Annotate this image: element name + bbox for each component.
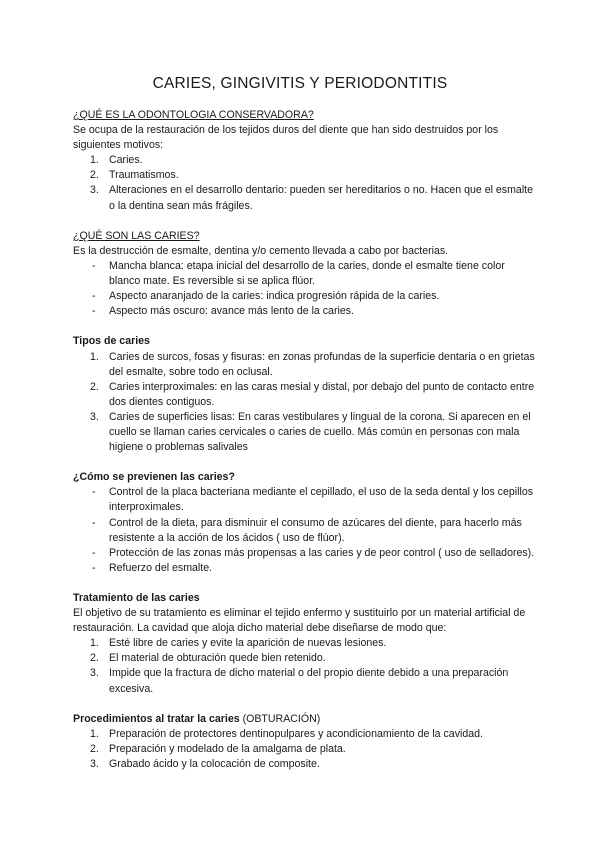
section-heading: Tratamiento de las caries — [73, 592, 200, 604]
list-marker: 1. — [90, 637, 99, 650]
list-item — [73, 410, 535, 455]
list-item-text: Aspecto anaranjado de la caries: indica progresión rápida de la caries. — [109, 290, 440, 303]
section-odontologia-conservadora — [73, 108, 535, 214]
list-item — [73, 727, 535, 742]
list-marker: - — [92, 486, 96, 499]
section-heading — [73, 712, 535, 727]
document-title: CARIES, GINGIVITIS Y PERIODONTITIS — [152, 75, 448, 92]
section-tipos-de-caries — [73, 334, 535, 455]
list-item-text: El material de obturación quede bien retenido. — [109, 652, 326, 665]
list-item — [73, 651, 535, 666]
list-item-text: Control de la placa bacteriana mediante el cepillado, el uso de la seda dental y los cepillos interproximales. — [109, 486, 534, 514]
list-item — [73, 742, 535, 757]
list-marker: - — [92, 290, 96, 303]
document-body — [73, 108, 535, 787]
section-tratamiento-caries — [73, 591, 535, 697]
bullet-list — [73, 259, 535, 319]
list-item-text: Preparación de protectores dentinopulpares y acondicionamiento de la cavidad. — [109, 727, 483, 740]
list-item-text: Caries de surcos, fosas y fisuras: en zonas profundas de la superficie dentaria o en grietas del esmalte, sobre todo en oclusal. — [109, 350, 535, 378]
numbered-list — [73, 727, 535, 772]
list-marker: - — [92, 305, 96, 318]
list-marker: 1. — [90, 154, 99, 167]
list-item — [73, 516, 535, 546]
section-heading-text: Procedimientos al tratar la caries — [73, 712, 240, 725]
list-item — [73, 259, 535, 289]
list-item-text: Mancha blanca: etapa inicial del desarrollo de la caries, donde el esmalte tiene color blanco mate. Es reversible si se aplica flúor. — [109, 259, 505, 288]
section-heading: Tipos de caries — [73, 335, 150, 348]
list-item — [73, 666, 535, 696]
list-item-text: Refuerzo del esmalte. — [109, 561, 213, 574]
list-marker: 2. — [90, 380, 99, 393]
list-marker: - — [92, 259, 96, 272]
list-item — [73, 350, 535, 380]
section-heading: ¿Cómo se previenen las caries? — [73, 471, 235, 484]
list-item — [73, 153, 535, 168]
section-heading: ¿QUÉ ES LA ODONTOLOGIA CONSERVADORA? — [73, 109, 314, 121]
section-prevencion-caries — [73, 470, 535, 576]
list-marker: 3. — [90, 667, 99, 680]
list-marker: 1. — [90, 350, 99, 363]
list-marker: 2. — [90, 169, 99, 182]
list-item-text: Grabado ácido y la colocación de composite. — [109, 758, 320, 771]
list-item-text: Alteraciones en el desarrollo dentario: pueden ser hereditarios o no. Hacen que el esmalte o la dentina sean más frágiles. — [109, 184, 534, 212]
list-marker: 1. — [90, 727, 99, 740]
section-heading-suffix: (OBTURACIÓN) — [239, 712, 321, 725]
list-item-text: Caries interproximales: en las caras mesial y distal, por debajo del punto de contacto entre dos dientes contiguos. — [109, 380, 535, 408]
section-procedimientos-obturacion — [73, 712, 535, 772]
list-marker: - — [92, 561, 96, 574]
list-item-text: Caries. — [109, 154, 143, 167]
list-item-text: Preparación y modelado de la amalgama de plata. — [109, 742, 346, 755]
section-intro: El objetivo de su tratamiento es eliminar el tejido enfermo y sustituirlo por un material artificial de restauración. La cavidad que aloja dicho material debe diseñarse de modo que: — [73, 607, 526, 635]
numbered-list — [73, 636, 535, 696]
list-item-text: Caries de superficies lisas: En caras vestibulares y lingual de la corona. Si aparecen en el cuello se llaman caries cervicales o caries de cuello. Más común en personas con mala higiene o problemas salivales — [109, 410, 531, 454]
list-item — [73, 380, 535, 410]
list-marker: 3. — [90, 758, 99, 771]
numbered-list — [73, 350, 535, 456]
section-heading: ¿QUÉ SON LAS CARIES? — [73, 229, 200, 242]
list-item-text: Esté libre de caries y evite la aparición de nuevas lesiones. — [109, 637, 387, 650]
section-intro: Se ocupa de la restauración de los tejidos duros del diente que han sido destruidos por los siguientes motivos: — [73, 124, 499, 152]
list-item — [73, 304, 535, 319]
list-item — [73, 485, 535, 515]
list-item — [73, 546, 535, 561]
bullet-list — [73, 485, 535, 576]
list-marker: - — [92, 516, 96, 529]
list-item-text: Traumatismos. — [109, 169, 179, 182]
list-item — [73, 561, 535, 576]
list-item-text: Control de la dieta, para disminuir el consumo de azúcares del diente, para hacerlo más resistente a la acción de los ácidos ( uso de flúor). — [109, 516, 522, 544]
numbered-list — [73, 153, 535, 213]
list-marker: - — [92, 546, 96, 559]
list-item — [73, 168, 535, 183]
list-item-text: Impide que la fractura de dicho material o del propio diente debido a una preparación excesiva. — [109, 667, 509, 695]
list-marker: 3. — [90, 184, 99, 197]
list-marker: 2. — [90, 742, 99, 755]
list-marker: 2. — [90, 652, 99, 665]
list-marker: 3. — [90, 410, 99, 423]
list-item — [73, 183, 535, 213]
list-item — [73, 636, 535, 651]
list-item-text: Aspecto más oscuro: avance más lento de la caries. — [109, 305, 354, 318]
section-que-son-las-caries — [73, 229, 535, 320]
list-item-text: Protección de las zonas más propensas a las caries y de peor control ( uso de selladores). — [109, 546, 535, 559]
list-item — [73, 757, 535, 772]
list-item — [73, 289, 535, 304]
section-intro: Es la destrucción de esmalte, dentina y/o cemento llevada a cabo por bacterias. — [73, 244, 449, 257]
